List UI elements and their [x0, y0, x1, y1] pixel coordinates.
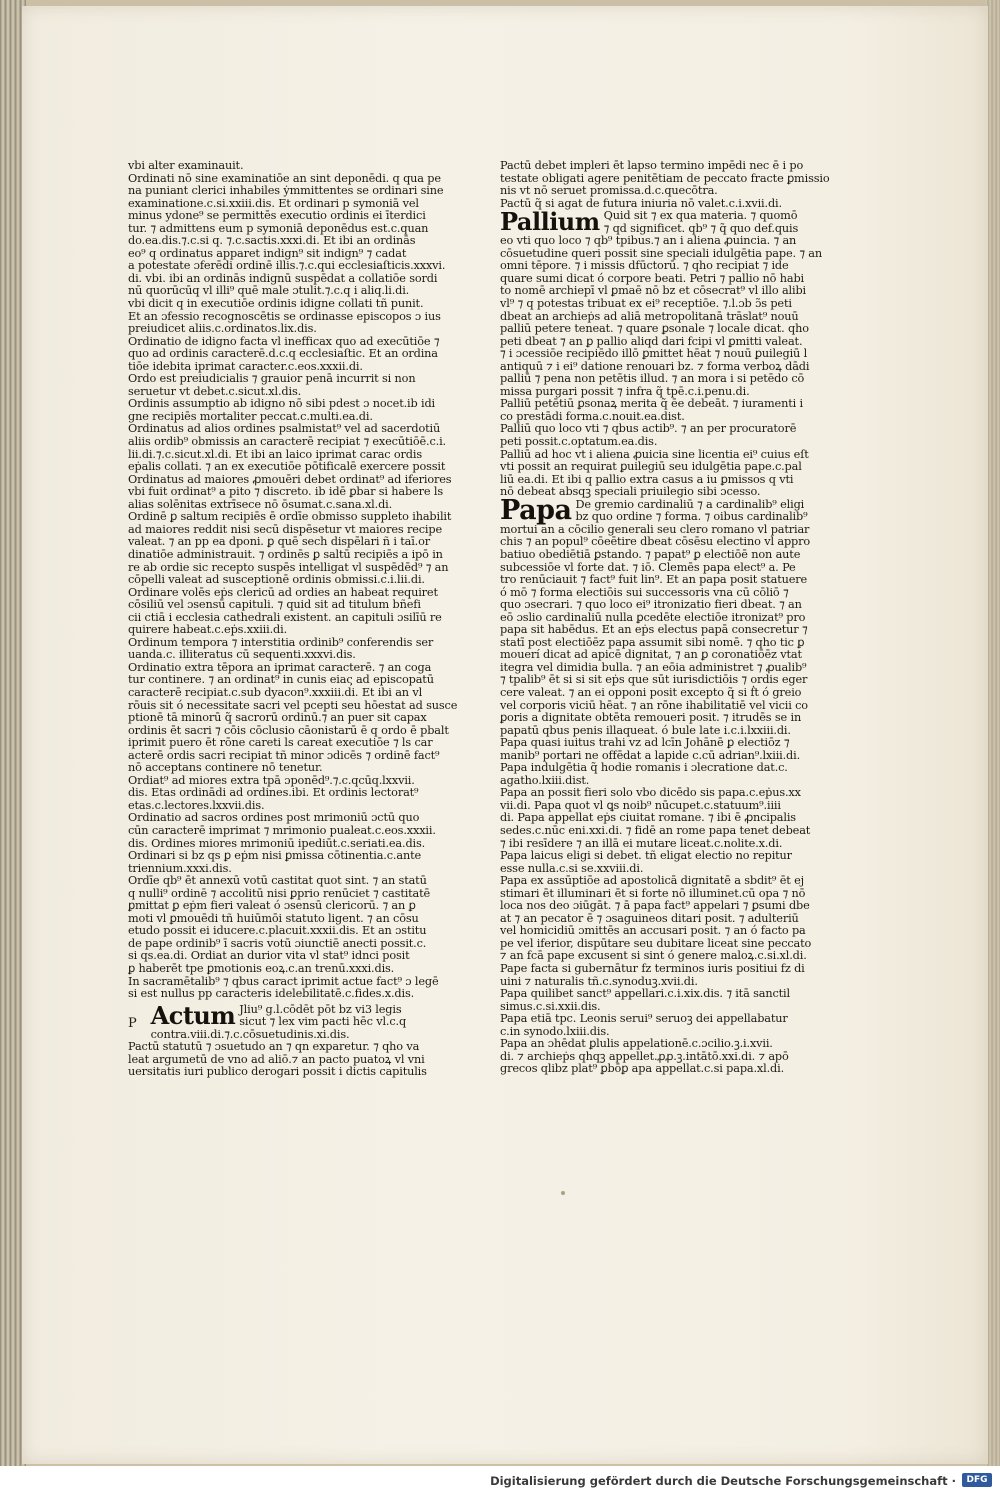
footer-bar — [0, 1466, 1000, 1495]
text-line: Ordinatio extra tēpora an iprimat caracterē. ⁊ an coga — [128, 660, 432, 674]
text-line: preiudicet aliis.c.ordinatos.lix.dis. — [128, 322, 317, 336]
text-line: quirere habeat.c.eṗs.xxiii.di. — [128, 623, 288, 637]
text-line: tur. ⁊ admittens eum p symoniā deponēdus est.c.quan — [128, 221, 429, 235]
text-line: seruetur vt debet.c.sicut.xl.dis. — [128, 384, 302, 398]
text-line: ⁊ ibi resīdere ⁊ an illā ei mutare liceat.c.nolite.x.di. — [500, 836, 783, 850]
text-line: rōuis sit ó necessitate sacri vel pcepti seu hōestat ad susce — [128, 698, 458, 712]
pallium-heading: Pallium — [500, 207, 600, 237]
text-line: ⁊ i ɔcessiōe recipiēdo illō ꝑmittet hēat ⁊ nouū ꝑuilegiū l — [500, 347, 808, 361]
text-line: nō debeat absqꝫ speciali priuilegio sibi ɔcesso. — [500, 485, 761, 499]
text-line: alias solēnitas extrīsece nō ōsumat.c.sana.xl.di. — [128, 497, 393, 511]
text-line: nū quorūcūq vl illi⁹ quē male ɔtulit.⁊.c.q i aliq.li.di. — [128, 284, 410, 298]
text-line: In sacramētalib⁹ ⁊ qbus caract iprimit actue fact⁹ ɔ legē — [128, 974, 439, 988]
text-line: ꝑ haberēt tpe ꝑmotionis eoꝝ.c.an trenū.xxxi.dis. — [128, 962, 395, 975]
text-line: re ab ordie sic recepto suspēs intelligat vl suspēdēd⁹ ⁊ an — [128, 560, 449, 574]
text-line: dinatiōe administrauit. ⁊ ordinēs ꝑ saltū recipiēs a ipō in — [128, 547, 443, 561]
left-column-block-a — [128, 159, 458, 1001]
text-line: Jliu⁹ g.l.cōdēt pōt bz vi3 legis — [239, 1002, 402, 1016]
text-line: vel homicidiū ɔmittēs an accusari posit. ⁊ an ó facto pa — [500, 924, 806, 938]
text-line: dis. Ordines miores mrimoniū ipediūt.c.seriati.ea.dis. — [128, 836, 426, 850]
text-line: ptionē tā minorū q̃ sacrorū ordinū.⁊ an puer sit capax — [128, 711, 427, 725]
text-line: palliū petere teneat. ⁊ quare ꝑsonale ⁊ locale dicat. qho — [500, 322, 809, 336]
text-line: Papa an possit fieri solo vbo dicēdo sis papa.c.eṗus.xx — [500, 786, 801, 800]
text-line: antiquū ⁊ i ei⁹ datione renouari bz. ⁊ forma verboꝝ dādi — [500, 359, 810, 373]
text-line: c.in synodo.lxiii.dis. — [500, 1024, 610, 1038]
text-line: itegra vel dimidia bulla. ⁊ an eōia administret ⁊ ꝓualib⁹ — [500, 660, 807, 674]
papa-lines — [500, 494, 812, 1076]
text-line: eō ɔslio cardinaliū nulla ꝑcedēte electiōe itronizat⁹ pro — [500, 610, 806, 624]
text-line: iprimit puero ēt rōne careti ls careat executiōe ⁊ ls car — [128, 736, 433, 750]
text-line: moti vl ꝑmouēdi tñ huiūmōi statuto ligent. ⁊ an cōsu — [128, 911, 419, 925]
text-line: quo ad ordinis caracterē.d.c.q ecclesiaſtic. Et an ordina — [128, 347, 438, 361]
text-line: Palliū petētiū ꝑsonaꝝ merita q̃ ēe debeāt. ⁊ iuramenti i — [500, 397, 803, 411]
text-line: cōsiliū vel ɔsensū capituli. ⁊ quid sit ad titulum bñefi — [128, 598, 421, 612]
text-line: tur continere. ⁊ an ordinat⁹ in cunis eiaς ad episcopatū — [128, 673, 434, 687]
right-text-column — [500, 159, 830, 1076]
text-line: tiōe idebita iprimat caracter.c.eos.xxxii.di. — [128, 359, 363, 373]
text-line: bz quo ordine ⁊ forma. ⁊ oibus cardinalib⁹ — [575, 510, 808, 524]
text-line: missa purgari possit ⁊ infra q̃ tpē.c.i.penu.di. — [500, 384, 750, 398]
text-line: a potestate ɔferēdi ordinē illis.⁊.c.qui ecclesiaſticis.xxxvi. — [128, 259, 446, 273]
actum-heading: Actum — [150, 1000, 236, 1030]
text-line: Papa an ɔhēdat ꝑlulis appelationē.c.ɔcilio.ꝫ.i.xvii. — [500, 1037, 773, 1051]
text-line: pe vel iferior, dispūtare seu dubitare liceat sine peccato — [500, 936, 812, 950]
text-line: Ordinatio de idigno facta vl inefficax quo ad execūtiōe ⁊ — [128, 334, 440, 348]
text-line: Ordinari si bz qs ꝑ eṗm nisi ꝑmissa cōtinentia.c.ante — [128, 849, 422, 863]
text-line: vii.di. Papa quot vl ꝗs noib⁹ nūcupet.c.statuum⁹.iiii — [500, 798, 781, 812]
text-line: quare sumi dicat ó corpore beati. Petri ⁊ pallio nō habi — [500, 271, 805, 285]
text-line: Ordinare volēs eṗs clericū ad ordies an habeat requiret — [128, 585, 438, 599]
text-line: vl⁹ ⁊ q potestas tribuat ex ei⁹ receptiōe. ⁊.l.ɔb ɔ̃s peti — [500, 297, 792, 311]
book-fore-edge-right — [986, 0, 1000, 1466]
funding-notice: Digitalisierung gefördert durch die Deutsche Forschungsgemeinschaft · — [490, 1474, 956, 1488]
text-line: Ordīe qb⁹ ēt annexū votū castitat quot sint. ⁊ an statū — [128, 874, 427, 888]
text-line: Papa indulgētia q̃ hodie romanis i ɔlecratione dat.c. — [500, 761, 788, 775]
text-line: Ordinē ꝑ saltum recipiēs ē ordīe obmisso suppleto ihabilit — [128, 510, 452, 524]
text-line: vbi dicit q in executiōe ordinis idigne collati tñ punit. — [128, 297, 424, 311]
text-line: quo ɔsecrari. ⁊ quo loco ei⁹ itronizatio fieri dbeat. ⁊ an — [500, 598, 802, 612]
text-line: si est nullus pp caracteris idelebilitatē.c.fides.x.dis. — [128, 987, 415, 1001]
text-line: etas.c.lectores.lxxvii.dis. — [128, 798, 265, 812]
text-line: Et an ɔfessio recognoscētis se ordinasse episcopos ɔ ius — [128, 309, 441, 323]
text-line: subcessiōe vl forte dat. ⁊ iō. Clemēs papa elect⁹ a. Pe — [500, 560, 796, 574]
text-line: si qs.ea.di. Ordiat an durior vita vl stat⁹ idnci posit — [128, 949, 410, 963]
text-line: agatho.lxiii.dist. — [500, 773, 590, 787]
text-line: Papa ex assūptiōe ad apostolicā dignitatē a sbdit⁹ ēt ej — [500, 874, 804, 888]
text-line: cōsuetudine queri possit sine speciali idulgētia pape. ⁊ an — [500, 246, 822, 260]
text-line: examinatione.c.si.xxiii.dis. Et ordinari p symoniā vel — [128, 196, 419, 210]
text-line: q nulli⁹ ordinē ⁊ accolitū nisi ꝑprio renūciet ⁊ castitatē — [128, 886, 431, 900]
text-line: batiuo obediētiā ꝑstando. ⁊ papat⁹ ꝑ electiōē non aute — [500, 547, 801, 561]
text-line: nis vt nō seruet promissa.d.c.quecōtra. — [500, 184, 718, 198]
text-line: contra.viii.di.⁊.c.cōsuetudinis.xi.dis. — [150, 1027, 350, 1041]
text-line: ꝑoris a dignitate obtēta remoueri posit. ⁊ itrudēs se in — [500, 711, 802, 725]
text-line: palliū ⁊ pena non petētis illud. ⁊ an mora i si petēdo cō — [500, 372, 805, 386]
dfg-logo: DFG — [962, 1473, 992, 1487]
pallium-entry — [500, 207, 822, 499]
text-line: aliis ordib⁹ obmissis an caracterē recipiat ⁊ execūtiōē.c.i. — [128, 435, 446, 449]
text-line: Ordinum tempora ⁊ interstitia ordinib⁹ conferendis ser — [128, 635, 434, 649]
text-line: ⁊ an fcā pape excusent si sint ó genere maloꝝ.c.si.xl.di. — [500, 949, 807, 963]
text-line: Ordinatio ad sacros ordines post mrimoniū ɔctū quo — [128, 811, 420, 825]
text-line: do.ea.dis.⁊.c.si q. ⁊.c.sactis.xxxi.di. Et ibi an ordinās — [128, 234, 416, 248]
text-line: Ordinis assumptio ab idigno nō sibi pdest ɔ nocet.ib idi — [128, 397, 436, 411]
text-line: cūn caracterē imprimat ⁊ mrimonio pualeat.c.eos.xxxii. — [128, 823, 436, 837]
text-line: caracterē recipiat.c.sub dyacon⁹.xxxiii.di. Et ibi an vl — [128, 685, 423, 699]
text-line: vel corporis viciū hēat. ⁊ an rōne ihabilitatiē vel vicii co — [500, 698, 808, 712]
text-line: uini ⁊ naturalis tñ.c.synoduꝫ.xvii.di. — [500, 974, 698, 988]
text-line: esse nulla.c.si se.xxviii.di. — [500, 861, 644, 875]
papa-entry — [500, 494, 812, 1076]
text-line: eo vti quo loco ⁊ qb⁹ tpibus.⁊ an i aliena ꝓuincia. ⁊ an — [500, 234, 797, 248]
text-line: acterē ordis sacri recipiat tñ minor ɔdicēs ⁊ ordinē fact⁹ — [128, 748, 440, 762]
text-line: omni tēpore. ⁊ i missis dfūctorū. ⁊ qho recipiat ⁊ ide — [500, 259, 789, 273]
text-line: vbi alter examinauit. — [128, 159, 244, 172]
text-line: vbi fuit ordinat⁹ a pito ⁊ discreto. ib idē ꝑbar si habere ls — [128, 485, 443, 499]
text-line: testate obligati agere penitētiam de peccato fracte ꝑmissio — [500, 171, 830, 185]
text-line: at ⁊ an pecator ē ⁊ ɔsaguineos ditari posit. ⁊ adulteriū — [500, 911, 799, 925]
right-column-block-a — [500, 159, 830, 210]
text-line: stimari ēt illuminari ēt si forte nō illuminet.cū opa ⁊ nō — [500, 886, 806, 900]
text-line: Papa etiā tpc. Leonis serui⁹ seruoꝫ dei appellabatur — [500, 1012, 788, 1026]
text-line: Pape facta si gubernātur fz terminos iuris positiui fz di — [500, 962, 805, 975]
text-line: eo⁹ q ordinatus apparet indign⁹ sit indign⁹ ⁊ cadat — [128, 246, 407, 260]
text-line: de pape ordinib⁹ ī sacris votū ɔiunctiē anecti possit.c. — [128, 936, 427, 950]
text-line: Pactū statutū ⁊ ɔsuetudo an ⁊ qn exparetur. ⁊ qho va — [128, 1040, 420, 1054]
text-line: gne recipiēs mortaliter peccat.c.multi.ea.di. — [128, 409, 373, 423]
text-line: Papa quasi iuitus trahi vz ad lcīn Johānē ꝑ electiōz ⁊ — [500, 736, 790, 750]
text-line: dis. Etas ordinādi ad ordines.ibi. Et ordinis lectorat⁹ — [128, 786, 419, 800]
text-line: Palliū ad hoc vt i aliena ꝓuicia sine licentia ei⁹ cuius eſt — [500, 447, 809, 461]
text-line: De gremio cardinaliū ⁊ a cardinalib⁹ eligi — [575, 497, 805, 511]
text-line: Ordinatus ad maiores ꝓmouēri debet ordinat⁹ ad iferiores — [128, 472, 452, 486]
text-line: Quid sit ⁊ ex qua materia. ⁊ quomō — [603, 209, 798, 223]
text-line: nō acceptans continere nō tenetur. — [128, 761, 323, 775]
text-line: tro renūciauit ⁊ fact⁹ fuit lin⁹. Et an papa posit statuere — [500, 573, 808, 587]
text-line: sicut ⁊ lex vim pacti hēc vl.c.q — [239, 1015, 407, 1029]
papa-heading: Papa — [500, 494, 572, 526]
text-line: leat argumetū de vno ad aliō.⁊ an pacto puatoꝝ vl vni — [128, 1052, 425, 1066]
text-line: peti dbeat ⁊ an ꝑ pallio aliqd dari fcipi vl ꝑmitti valeat. — [500, 334, 803, 348]
text-line: ⁊ tpalib⁹ ēt si si sit eṗs que sūt iurisdictiōis ⁊ ordis eger — [500, 673, 808, 687]
text-line: Palliū quo loco vti ⁊ qbus actib⁹. ⁊ an per procuratorē — [500, 422, 797, 436]
text-line: Papa laicus eligi si debet. tñ eligat electio no repitur — [500, 849, 792, 863]
text-line: Papa quilibet sanct⁹ appellari.c.i.xix.dis. ⁊ itā sanctil — [500, 987, 790, 1001]
text-line: Ordo est preiudicialis ⁊ grauior penā incurrit si non — [128, 372, 416, 386]
text-line: di. Papa appellat eṗs ciuitat romane. ⁊ ibi ē ꝓncipalis — [500, 811, 796, 825]
text-line: Pactū debet impleri ēt lapso termino impēdi nec ē i po — [500, 159, 804, 172]
text-line: cere valeat. ⁊ an ei opponi posit excepto q̃ si ḟt ó greio — [500, 685, 802, 699]
text-line: eṗalis collati. ⁊ an ex executiōe pōtificalē exercere possit — [128, 460, 446, 474]
text-line: sedes.c.nūc eni.xxi.di. ⁊ fidē an rome papa tenet debeat — [500, 823, 811, 837]
text-line: cii ctiā i ecclesia cathedrali existent. an capituli ɔsilīū re — [128, 610, 442, 624]
text-line: dbeat an archieṗs ad aliā metropolitanā trāslat⁹ nouū — [500, 309, 799, 323]
text-line: grecos qlibz plat⁹ ꝑbōꝑ apa appellat.c.si papa.xl.di. — [500, 1062, 785, 1076]
actum-entry — [128, 1000, 410, 1042]
text-line: statī post electiōēz papa assumit sibi nomē. ⁊ qho tic ꝑ — [500, 635, 805, 649]
text-line: chis ⁊ an popul⁹ cōeētire dbeat cōsēsu electino vl appro — [500, 535, 811, 549]
text-line: Ordinati nō sine examinatiōe an sint deponēdi. q qua pe — [128, 171, 441, 185]
text-line: to nomē archiepī vl ꝑmaē nō bz et cōsecrat⁹ vl illo alibi — [500, 284, 807, 298]
text-line: uanda.c. illiteratus cū sequenti.xxxvi.dis. — [128, 648, 356, 662]
text-line: minus ydone⁹ se permittēs executio ordinis ei īterdici — [128, 209, 426, 223]
text-line: ⁊ qd significet. qb⁹ ⁊ q̃ quo def.quis — [603, 221, 799, 235]
text-line: Pactū q̃ si agat de futura iniuria nō valet.c.i.xvii.di. — [500, 196, 782, 210]
text-line: Ordinatus ad alios ordines psalmistat⁹ vel ad sacerdotiū — [128, 422, 441, 436]
text-line: vti possit an requirat ꝑuilegiū seu idulgētia pape.c.pal — [500, 460, 802, 474]
text-line: cōpelli valeat ad susceptionē ordinis obmissi.c.i.lii.di. — [128, 573, 425, 587]
text-line: mouerí dicat ad apicē dignitat, ⁊ an ꝑ coronatiōēz vtat — [500, 648, 802, 662]
left-text-column — [128, 159, 458, 1079]
pallium-lines — [500, 207, 822, 499]
text-line: co prestādi forma.c.nouit.ea.dist. — [500, 409, 685, 423]
text-line: etudo possit ei iducere.c.placuit.xxxii.dis. Et an ɔstitu — [128, 924, 427, 938]
text-line: simus.c.si.xxii.dis. — [500, 999, 601, 1013]
text-line: liū ea.di. Et ibi q pallio extra casus a iu ꝑmissos q vti — [500, 472, 794, 486]
text-line: triennium.xxxi.dis. — [128, 861, 232, 875]
text-line: peti possit.c.optatum.ea.dis. — [500, 435, 658, 449]
text-line: loca nos deo ɔiūgāt. ⁊ ā papa fact⁹ appelari ⁊ ꝑsumi dbe — [500, 899, 810, 913]
text-line: valeat. ⁊ an pp ea dponi. ꝑ quē sech dispēlari ñ i taī.or — [128, 535, 431, 549]
paper-mark — [561, 1191, 565, 1195]
text-line: uersitatis iuri publico derogari possit i dictis capitulis — [128, 1065, 427, 1079]
actum-initial: P — [128, 1015, 137, 1031]
text-line: ó mō ⁊ forma electiōis sui successoris vna cū cōliō ⁊ — [500, 585, 789, 599]
text-line: mortui an a cōcilio generali seu clero romano vl patriar — [500, 522, 810, 536]
text-line: papa sit habēdus. Et an eṗs electus papā consecretur ⁊ — [500, 623, 808, 637]
text-line: manib⁹ portari ne offēdat a lapide c.cū adrian⁹.lxiii.di. — [500, 748, 801, 762]
text-line: ordinis ēt sacri ⁊ cōis cōclusio cāonistarū ē q ordo ē pbalt — [128, 723, 449, 737]
text-line: papatū qbus penis illaqueat. ó bule late i.c.i.lxxiii.di. — [500, 723, 791, 737]
left-column-block-b — [128, 1040, 427, 1079]
text-line: di. vbi. ibi an ordinās indignū suspēdat a collatiōe sordi — [128, 271, 438, 285]
text-line: Ordiat⁹ ad miores extra tpā ɔponēd⁹.⁊.c.qcūq.lxxvii. — [128, 773, 415, 787]
text-line: ꝑmittat ꝑ eṗm fieri valeat ó ɔsensū clericorū. ⁊ an ꝑ — [128, 899, 416, 913]
text-line: na puniant clerici inhabiles ẏmmittentes se ordinari sine — [128, 184, 444, 198]
text-line: ad maiores reddit nisi secū dispēsetur vt maiores recipe — [128, 522, 442, 536]
text-line: di. ⁊ archieṗs qhqꝫ appellet.ꝓꝓ.ꝫ.intātō.xxi.di. ⁊ apō — [500, 1049, 789, 1063]
text-line: lii.di.⁊.c.sicut.xl.di. Et ibi an laico iprimat carac ordis — [128, 447, 422, 461]
